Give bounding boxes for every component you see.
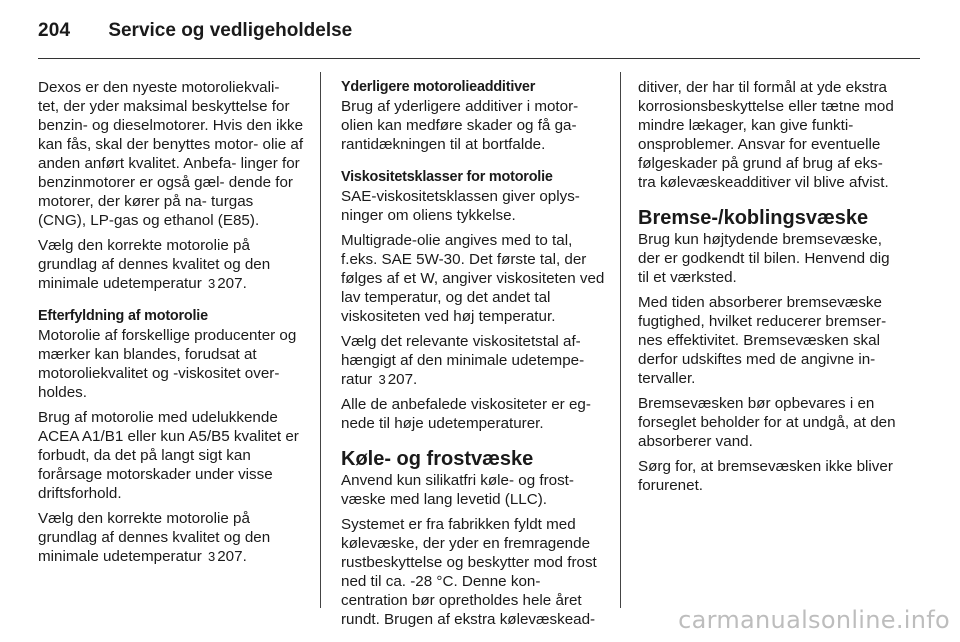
section-heading: Bremse-/koblingsvæske [638,207,869,229]
column-1 [38,78,304,572]
column-divider-1 [320,72,321,608]
section-heading: Køle- og frostvæske [341,448,534,470]
page-title: Service og vedligeholdelse [108,20,353,41]
paragraph: SAE-viskositetsklassen giver oplys- ninger om oliens tykkelse. [341,188,580,224]
paragraph: Brug kun højtydende bremsevæske, der er godkendt til bilen. Henvend dig til et værksted. [638,231,890,286]
paragraph: Motorolie af forskellige producenter og mærker kan blandes, forudsat at motoroliekvalitet og -viskositet over- holdes. [38,327,297,401]
page-reference: 207. [387,371,418,388]
page-reference: 207. [217,275,247,292]
page-header [38,20,352,46]
paragraph: Systemet er fra fabrikken fyldt med kølevæske, der yder en fremragende rustbeskyttelse og beskytter mod frost ned til ca. -28 °C. Denne kon- centration bør opretholdes hele året rundt. Brugen af ekstra kølevæskead- [341,516,597,628]
page-reference-icon: 3 [378,372,386,387]
watermark: carmanualsonline.info [678,606,950,634]
page-number: 204 [38,20,71,41]
column-divider-2 [620,72,621,608]
paragraph: Anvend kun silikatfri køle- og frost- væske med lang levetid (LLC). [341,472,574,508]
paragraph: Multigrade-olie angives med to tal, f.eks. SAE 5W-30. Det første tal, der følges af et W, angiver viskositeten ved lav temperatur, og det andet tal viskositeten ved høj temperatur. [341,232,605,325]
page-reference: 207. [217,548,247,565]
page-reference-icon: 3 [208,276,216,291]
header-divider [38,58,920,59]
paragraph: Dexos er den nyeste motoroliekvali- tet, der yder maksimal beskyttelse for benzin- og dieselmotorer. Hvis den ikke kan fås, skal der benyttes motor- olie af anden anført kvalitet. Anbefa- linger for benzinmotorer er også gæl- dende for motorer, der kører på na- turgas (CNG), LP-gas og ethanol (E85). [38,79,304,229]
subheading: Yderligere motorolieadditiver [341,79,536,95]
subheading: Efterfyldning af motorolie [38,308,208,324]
paragraph: Alle de anbefalede viskositeter er eg- nede til høje udetemperaturer. [341,396,591,432]
paragraph: Bremsevæsken bør opbevares i en forseglet beholder for at undgå, at den absorberer vand. [638,395,896,450]
paragraph-with-ref: Vælg den korrekte motorolie på grundlag af dennes kvalitet og den minimale udetemperatur 3 207. [38,510,271,565]
paragraph: Sørg for, at bremsevæsken ikke bliver forurenet. [638,458,893,494]
paragraph: Brug af yderligere additiver i motor- olien kan medføre skader og få ga- rantidækningen til at bortfalde. [341,98,579,153]
paragraph-with-ref: Vælg den korrekte motorolie på grundlag af dennes kvalitet og den minimale udetemperatur 3 207. [38,237,271,292]
paragraph: Med tiden absorberer bremsevæske fugtighed, hvilket reducerer bremser- nes effektivitet. Bremsevæsken skal derfor udskiftes med de angivne in- tervaller. [638,294,887,387]
paragraph: Brug af motorolie med udelukkende ACEA A1/B1 eller kun A5/B5 kvalitet er forbudt, da det på langt sigt kan forårsage motorskader under visse driftsforhold. [38,409,299,502]
column-2 [341,78,605,635]
paragraph-with-ref: Vælg det relevante viskositetstal af- hængigt af den minimale udetempe- ratur 3 207. [341,333,585,388]
page-reference-icon: 3 [208,549,216,564]
paragraph: ditiver, der har til formål at yde ekstra korrosionsbeskyttelse eller tætne mod mindre lækager, kan give funkti- onsproblemer. Ansvar for eventuelle følgeskader på grund af brug af eks- tra kølevæskeadditiver vil blive afvist. [638,79,894,191]
subheading: Viskositetsklasser for motorolie [341,169,553,185]
column-3 [638,78,904,501]
